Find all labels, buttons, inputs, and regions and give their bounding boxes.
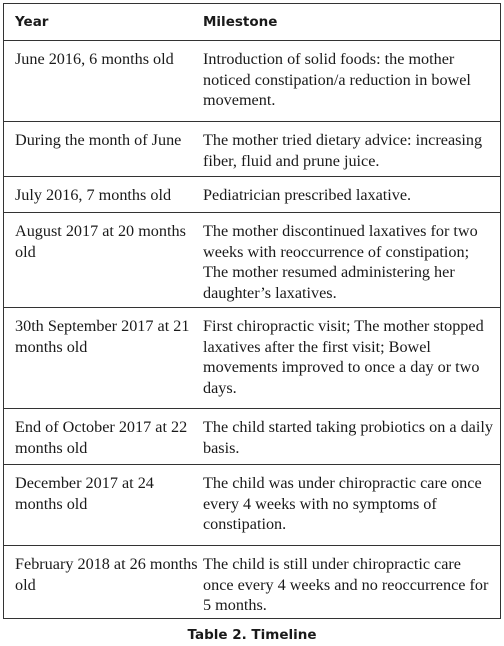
milestone-cell: Pediatrician prescribed laxative. (203, 186, 412, 204)
year-cell: August 2017 at 20 months old (15, 222, 186, 261)
year-cell: December 2017 at 24 months old (15, 474, 154, 513)
milestone-cell: First chiropractic visit; The mother stopped laxatives after the first visit; Bowel movements improved to once a day or two days. (203, 317, 484, 397)
milestone-cell: The child was under chiropractic care once every 4 weeks with no symptoms of constipation. (203, 474, 482, 533)
table-row (4, 122, 500, 177)
table-header-row (4, 4, 500, 41)
year-cell: End of October 2017 at 22 months old (15, 418, 188, 457)
table-row (4, 177, 500, 213)
header-year: Year (15, 14, 49, 30)
table-row (4, 41, 500, 122)
year-cell: July 2016, 7 months old (15, 186, 172, 204)
year-cell: June 2016, 6 months old (15, 50, 174, 68)
table-row (4, 213, 500, 308)
year-cell: 30th September 2017 at 21 months old (15, 317, 190, 356)
table-caption: Table 2. Timeline (187, 627, 317, 643)
year-cell: During the month of June (15, 131, 182, 149)
table-row (4, 546, 500, 618)
year-cell: February 2018 at 26 months old (15, 555, 198, 594)
table-row (4, 308, 500, 409)
milestone-cell: The child started taking probiotics on a daily basis. (203, 418, 493, 457)
header-milestone: Milestone (203, 14, 278, 30)
table-row (4, 409, 500, 465)
milestone-cell: Introduction of solid foods: the mother noticed constipation/a reduction in bowel movement. (203, 50, 471, 109)
milestone-cell: The child is still under chiropractic care once every 4 weeks and no reoccurrence for 5 months. (203, 555, 489, 614)
timeline-table (3, 3, 501, 619)
milestone-cell: The mother tried dietary advice: increasing fiber, fluid and prune juice. (203, 131, 483, 170)
table-row (4, 465, 500, 546)
milestone-cell: The mother discontinued laxatives for two weeks with reoccurrence of constipation; The mother resumed administering her daughter’s laxatives. (203, 222, 478, 302)
